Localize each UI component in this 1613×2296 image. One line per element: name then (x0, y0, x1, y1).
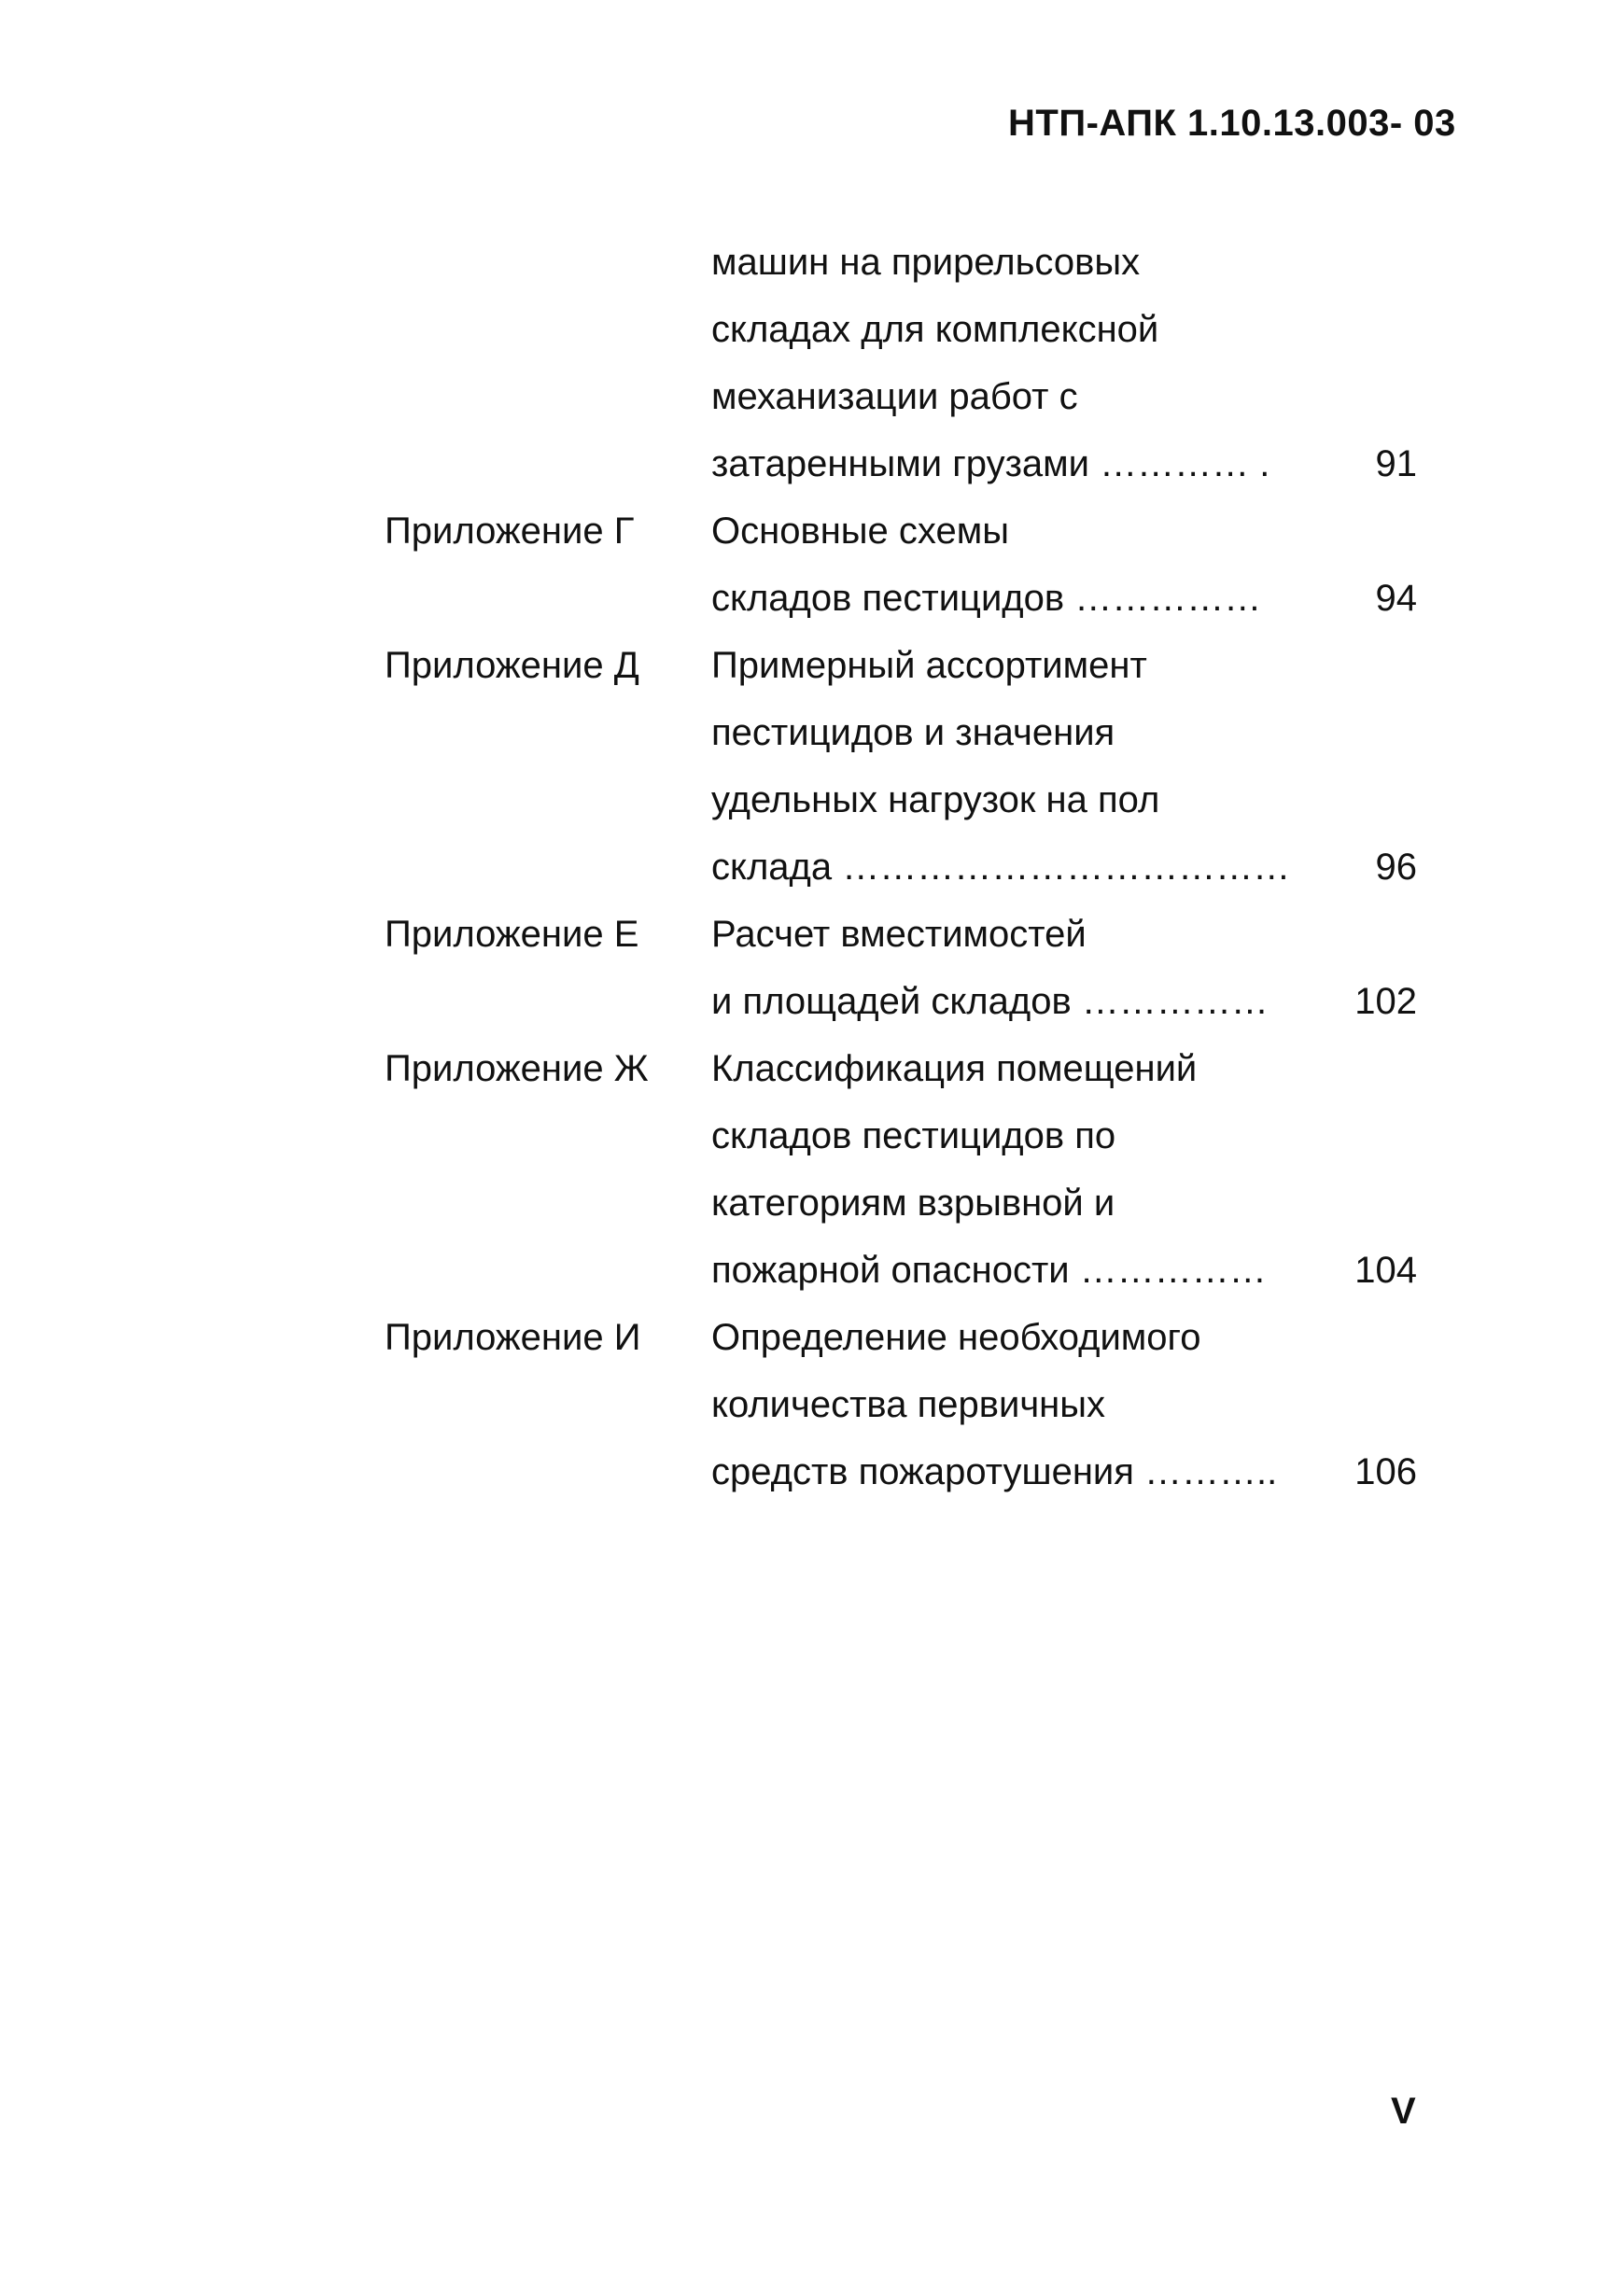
toc-line (0, 833, 1613, 901)
toc-entry-text: механизации работ с (711, 376, 1078, 417)
toc-line (0, 430, 1613, 497)
toc-entry-text: пестицидов и значения (711, 712, 1115, 753)
toc-page-number: 96 (1375, 847, 1417, 888)
toc-line (0, 766, 1613, 833)
toc-page-number: 102 (1354, 981, 1417, 1022)
toc-page-number: 104 (1354, 1250, 1417, 1291)
toc-page-number: 91 (1375, 443, 1417, 484)
toc-line (0, 1035, 1613, 1102)
toc-line (0, 1371, 1613, 1438)
appendix-label: Приложение Е (385, 914, 639, 955)
toc-line (0, 901, 1613, 968)
toc-entry-text: складах для комплексной (711, 309, 1159, 350)
appendix-label: Приложение И (385, 1317, 641, 1358)
toc-line (0, 229, 1613, 296)
toc-entry-text: удельных нагрузок на пол (711, 779, 1160, 820)
toc-entry-text: категориям взрывной и (711, 1183, 1115, 1224)
toc-line (0, 632, 1613, 699)
toc-entry-text: склада ……………………………… (711, 847, 1291, 888)
toc-entry-text: средств пожаротушения ……….. (711, 1451, 1278, 1492)
toc-entry-text: складов пестицидов по (711, 1115, 1116, 1156)
toc-line (0, 1102, 1613, 1169)
toc-line (0, 1237, 1613, 1304)
toc-entry-text: пожарной опасности …………… (711, 1250, 1267, 1291)
toc-entry-text: и площадей складов …………… (711, 981, 1269, 1022)
toc-entry-text: Определение необходимого (711, 1317, 1201, 1358)
toc-line (0, 565, 1613, 632)
toc-entry-text: Примерный ассортимент (711, 645, 1147, 686)
toc-line (0, 1438, 1613, 1505)
toc-line (0, 968, 1613, 1035)
toc-entry-text: количества первичных (711, 1384, 1105, 1425)
toc-line (0, 497, 1613, 565)
toc-line (0, 699, 1613, 766)
toc-page-number: 94 (1375, 578, 1417, 619)
toc-entry-text: Основные схемы (711, 511, 1009, 552)
appendix-label: Приложение Ж (385, 1048, 649, 1089)
appendix-label: Приложение Д (385, 645, 639, 686)
toc-entry-text: затаренными грузами ………… . (711, 443, 1270, 484)
toc-entry-text: складов пестицидов …………… (711, 578, 1262, 619)
toc-line (0, 296, 1613, 363)
toc-entry-text: Расчет вместимостей (711, 914, 1087, 955)
toc-line (0, 1304, 1613, 1371)
toc-page-number: 106 (1354, 1451, 1417, 1492)
toc-entry-text: Классификация помещений (711, 1048, 1198, 1089)
toc-line (0, 1169, 1613, 1237)
toc-line (0, 363, 1613, 430)
page-number: V (1391, 2091, 1416, 2132)
toc-entry-text: машин на прирельсовых (711, 242, 1141, 283)
appendix-label: Приложение Г (385, 511, 635, 552)
document-code: НТП-АПК 1.10.13.003- 03 (1008, 103, 1456, 144)
